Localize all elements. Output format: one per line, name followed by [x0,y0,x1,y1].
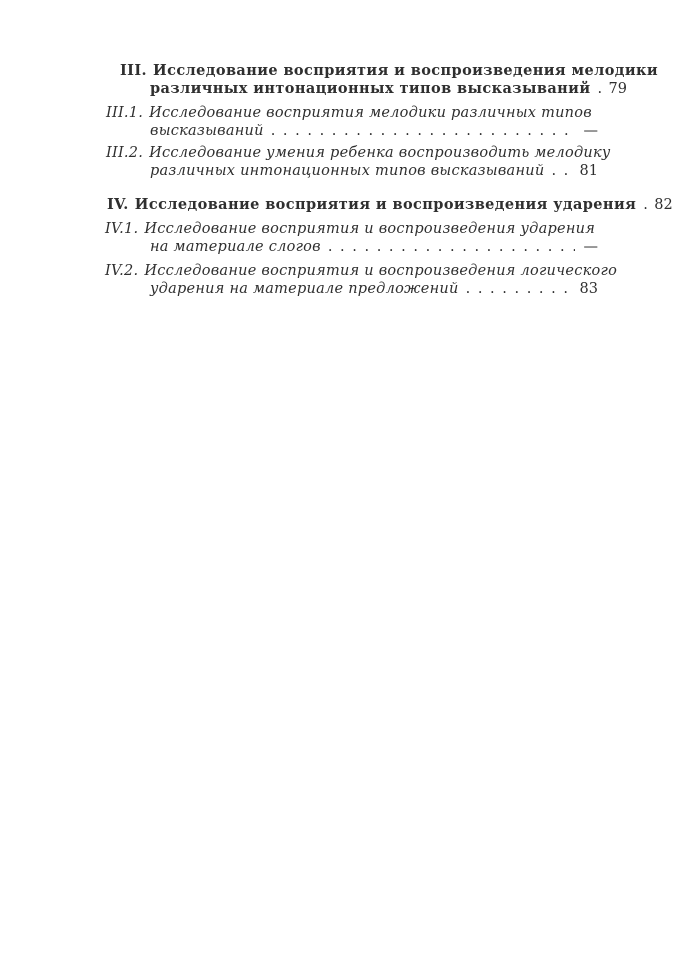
entry-title-line: Исследование восприятия и воспроизведения ударения [134,196,637,213]
toc-entry-last-line [105,280,598,298]
entry-page-number: 81 [579,163,598,179]
entry-title-line: различных интонационных типов высказываний [150,163,545,179]
dot-leader [551,162,572,180]
entry-title-line: Исследование восприятия и воспроизведения мелодики [153,62,659,79]
toc-entry-iv [105,196,673,214]
entry-title-line: высказываний [150,123,264,139]
dot-leader [597,80,601,98]
toc-entry-first-line [120,62,659,80]
entry-page-number: — [583,239,598,255]
toc-entry-iii [105,62,659,98]
toc-entry-last-line [105,122,598,140]
dot-leader [271,122,575,140]
entry-page-number: 82 [654,197,673,213]
entry-title-line: Исследование умения ребенка воспроизводить мелодику [149,145,611,161]
toc-entry-first-line [106,104,598,122]
entry-title-line: ударения на материале предложений [150,281,459,297]
entry-number: IV. [107,196,129,213]
entry-title-line: на материале слогов [150,239,321,255]
toc-entry-iv2 [105,262,618,298]
dot-leader [466,280,573,298]
toc-entry-last-line [105,238,598,256]
toc-entry-first-line [105,220,598,238]
entry-number: IV.2. [105,263,139,279]
toc-entry-iii1 [105,104,598,140]
toc-entry-last-line [105,162,598,180]
dot-leader [328,238,575,256]
toc-entry-last-line [105,80,627,98]
entry-number: IV.1. [105,221,139,237]
entry-page-number: — [583,123,598,139]
entry-title-line: Исследование восприятия и воспроизведения логического [144,263,618,279]
entry-number: III. [120,62,147,79]
table-of-contents [0,0,674,298]
entry-number: III.1. [106,105,144,121]
entry-title-line: Исследование восприятия мелодики различных типов [149,105,592,121]
toc-entry-iv1 [105,220,598,256]
entry-title-line: различных интонационных типов высказываний [150,80,591,97]
toc-entry-first-line [107,196,673,214]
dot-leader [643,196,647,214]
entry-number: III.2. [106,145,144,161]
entry-title-line: Исследование восприятия и воспроизведения ударения [144,221,596,237]
toc-entry-first-line [106,144,611,162]
entry-page-number: 83 [579,281,598,297]
toc-entry-iii2 [105,144,611,180]
entry-page-number: 79 [608,81,627,97]
toc-entry-first-line [105,262,618,280]
